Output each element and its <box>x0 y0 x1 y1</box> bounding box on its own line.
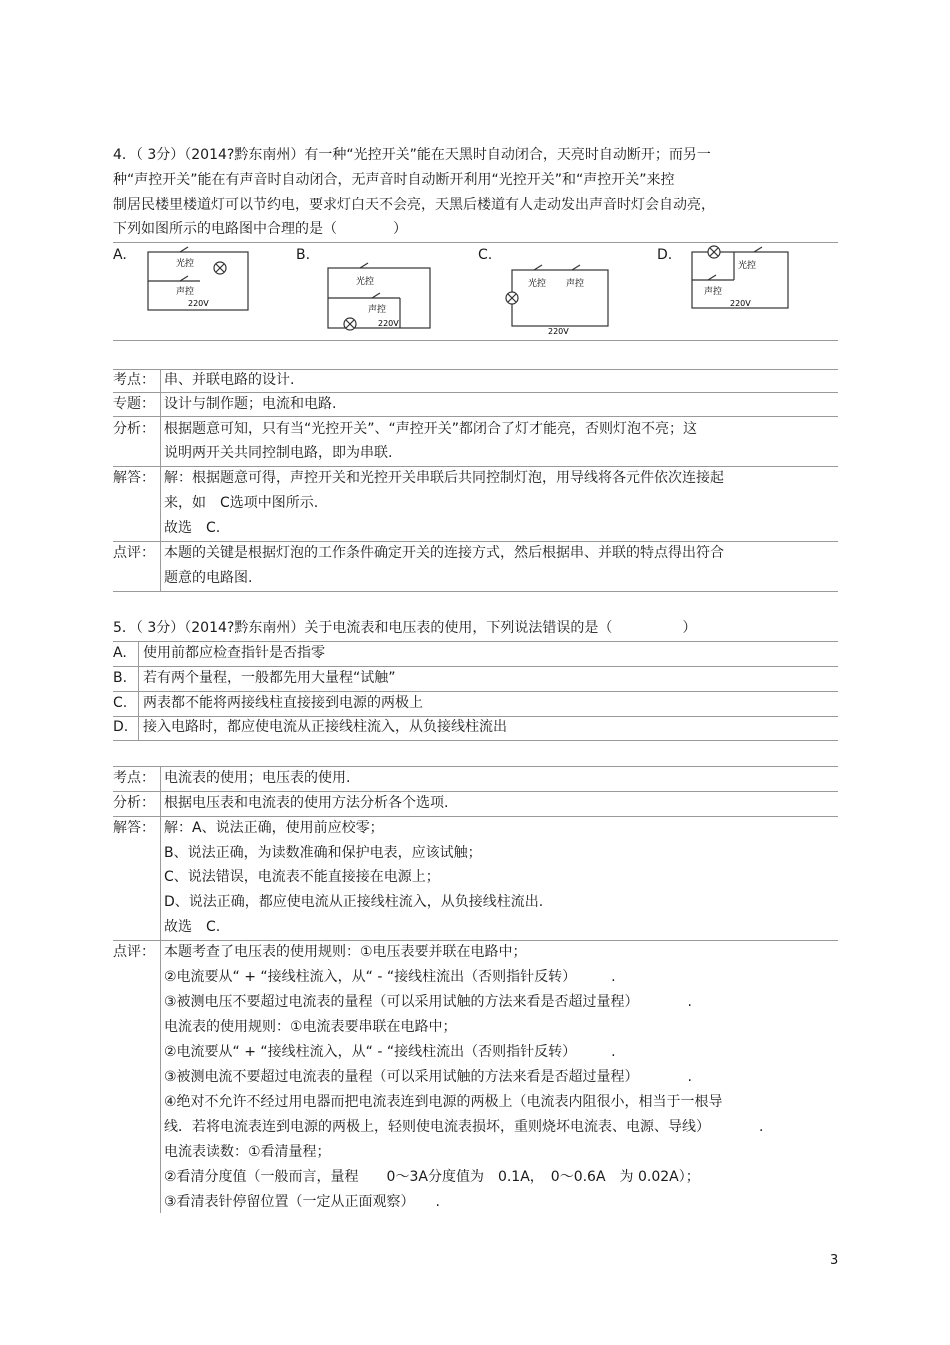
q5-kaodian-label: 考点： <box>113 770 155 786</box>
q4-a-sw2-text: 声控 <box>176 287 195 297</box>
q4-option-d-circuit <box>684 244 794 340</box>
q5-option-d-text: 接入电路时，都应使电流从正接线柱流入，从负接线柱流出 <box>143 719 507 735</box>
q4-option-b-circuit <box>320 250 435 340</box>
q4-stem-line-4: 下列如图所示的电路图中合理的是（ ） <box>113 221 407 237</box>
q4-kaodian-text: 串、并联电路的设计. <box>164 372 295 388</box>
q5-analysis-column-rule <box>160 766 161 1213</box>
q4-jieda-line-3: 故选 C. <box>164 520 221 536</box>
q4-analysis-rule-1 <box>113 369 838 370</box>
q5-jieda-label: 解答： <box>113 820 155 836</box>
q5-kaodian-text: 电流表的使用；电压表的使用. <box>164 770 351 786</box>
q4-zhuanti-text: 设计与制作题；电流和电路. <box>164 396 337 412</box>
q4-a-sw1-text: 光控 <box>176 259 195 269</box>
q4-jieda-line-2: 来，如 C选项中图所示. <box>164 495 319 511</box>
q4-b-sw2-text: 声控 <box>368 305 387 315</box>
q4-c-sw2-text: 声控 <box>566 279 585 289</box>
q4-analysis-rule-5 <box>113 541 838 542</box>
q4-fenxi-line-2: 说明两开关共同控制电路，即为串联. <box>164 445 393 461</box>
q4-stem-line-2: 种“声控开关”能在有声音时自动闭合，无声音时自动断开利用“光控开关”和“声控开关”来控 <box>113 172 675 188</box>
q4-jieda-label: 解答： <box>113 470 155 486</box>
q4-a-voltage-text: 220V <box>188 299 209 308</box>
q5-dianping-line-1: 本题考查了电压表的使用规则：①电压表要并联在电路中； <box>164 944 527 960</box>
q5-dianping-line-10: ②看清分度值（一般而言，量程 0～3A分度值为 0.1A， 0～0.6A 为 0.02A）； <box>164 1169 700 1185</box>
q4-option-a-label: A. <box>113 247 127 263</box>
q4-option-d-label: D. <box>657 247 673 263</box>
q5-stem: 5．（ 3分）（2014?黔东南州）关于电流表和电压表的使用，下列说法错误的是（ ） <box>113 620 697 636</box>
q5-dianping-line-7: ④绝对不允许不经过用电器而把电流表连到电源的两极上（电流表内阻很小，相当于一根导 <box>164 1094 723 1110</box>
q5-dianping-line-9: 电流表读数：①看清量程； <box>164 1144 331 1160</box>
q5-option-b-label: B. <box>113 670 128 686</box>
q4-d-sw2-text: 声控 <box>704 287 723 297</box>
q4-dianping-label: 点评： <box>113 545 155 561</box>
q5-options-column-rule <box>138 641 139 740</box>
q4-dianping-line-1: 本题的关键是根据灯泡的工作条件确定开关的连接方式，然后根据串、并联的特点得出符合 <box>164 545 724 561</box>
q5-dianping-line-11: ③看清表针停留位置（一定从正面观察） . <box>164 1194 440 1210</box>
q5-jieda-line-2: B、说法正确，为读数准确和保护电表，应该试触； <box>164 845 482 861</box>
q5-dianping-line-5: ②电流要从“ + “接线柱流入，从“ - “接线柱流出（否则指针反转） . <box>164 1044 616 1060</box>
q5-option-c-text: 两表都不能将两接线柱直接接到电源的两极上 <box>143 695 423 711</box>
q4-zhuanti-label: 专题： <box>113 396 155 412</box>
q5-option-c-label: C. <box>113 695 128 711</box>
q5-dianping-line-3: ③被测电压不要超过电流表的量程（可以采用试触的方法来看是否超过量程） . <box>164 994 692 1010</box>
q5-dianping-line-6: ③被测电流不要超过电流表的量程（可以采用试触的方法来看是否超过量程） . <box>164 1069 692 1085</box>
q5-options-rule-2 <box>113 666 838 667</box>
q4-option-c-circuit <box>500 256 615 340</box>
q4-analysis-column-rule <box>160 369 161 591</box>
q4-analysis-rule-6 <box>113 591 838 592</box>
q5-analysis-rule-2 <box>113 791 838 792</box>
q5-option-d-label: D. <box>113 719 129 735</box>
q4-fenxi-line-1: 根据题意可知，只有当“光控开关”、“声控开关”都闭合了灯才能亮，否则灯泡不亮；这 <box>164 421 698 437</box>
q5-jieda-line-1: 解：A、说法正确，使用前应校零； <box>164 820 384 836</box>
q4-option-b-label: B. <box>296 247 311 263</box>
q5-options-rule-4 <box>113 716 838 717</box>
q5-options-rule-1 <box>113 641 838 642</box>
q5-fenxi-label: 分析： <box>113 795 155 811</box>
q5-analysis-rule-1 <box>113 766 838 767</box>
q4-stem-line-1: 4．（ 3分）（2014?黔东南州）有一种“光控开关”能在天黑时自动闭合，天亮时自动断开；而另一 <box>113 147 711 163</box>
q4-d-sw1-text: 光控 <box>738 261 757 271</box>
q4-options-bottom-rule <box>113 340 838 341</box>
q5-option-a-label: A. <box>113 645 127 661</box>
q4-kaodian-label: 考点： <box>113 372 155 388</box>
q4-d-voltage-text: 220V <box>730 299 751 308</box>
q5-dianping-line-2: ②电流要从“ + “接线柱流入，从“ - “接线柱流出（否则指针反转） . <box>164 969 616 985</box>
q5-dianping-label: 点评： <box>113 944 155 960</box>
q5-jieda-line-3: C、说法错误，电流表不能直接接在电源上； <box>164 869 440 885</box>
q4-dianping-line-2: 题意的电路图. <box>164 570 253 586</box>
page-number: 3 <box>830 1253 839 1268</box>
q4-analysis-rule-2 <box>113 392 838 393</box>
q5-fenxi-text: 根据电压表和电流表的使用方法分析各个选项. <box>164 795 449 811</box>
q4-stem-line-3: 制居民楼里楼道灯可以节约电，要求灯白天不会亮，天黑后楼道有人走动发出声音时灯会自动亮， <box>113 197 715 213</box>
q4-analysis-rule-3 <box>113 416 838 417</box>
q4-c-voltage-text: 220V <box>548 327 569 336</box>
q5-analysis-rule-3 <box>113 816 838 817</box>
q5-options-rule-5 <box>113 740 838 741</box>
q4-c-sw1-text: 光控 <box>528 279 547 289</box>
q4-b-voltage-text: 220V <box>378 319 399 328</box>
q5-dianping-line-4: 电流表的使用规则：①电流表要串联在电路中； <box>164 1019 457 1035</box>
q5-options-rule-3 <box>113 691 838 692</box>
q4-analysis-rule-4 <box>113 466 838 467</box>
q5-option-a-text: 使用前都应检查指针是否指零 <box>143 645 325 661</box>
q4-options-top-rule <box>113 242 838 243</box>
q4-option-c-label: C. <box>478 247 493 263</box>
q5-dianping-line-8: 线．若将电流表连到电源的两极上，轻则使电流表损坏，重则烧坏电流表、电源、导线） . <box>164 1119 764 1135</box>
q4-option-a-circuit <box>140 244 255 340</box>
q4-fenxi-label: 分析： <box>113 421 155 437</box>
q4-jieda-line-1: 解：根据题意可得，声控开关和光控开关串联后共同控制灯泡，用导线将各元件依次连接起 <box>164 470 724 486</box>
q5-jieda-line-5: 故选 C. <box>164 919 221 935</box>
q4-b-sw1-text: 光控 <box>356 277 375 287</box>
q5-option-b-text: 若有两个量程，一般都先用大量程“试触” <box>143 670 396 686</box>
q5-analysis-rule-4 <box>113 940 838 941</box>
q5-jieda-line-4: D、说法正确，都应使电流从正接线柱流入，从负接线柱流出. <box>164 894 544 910</box>
